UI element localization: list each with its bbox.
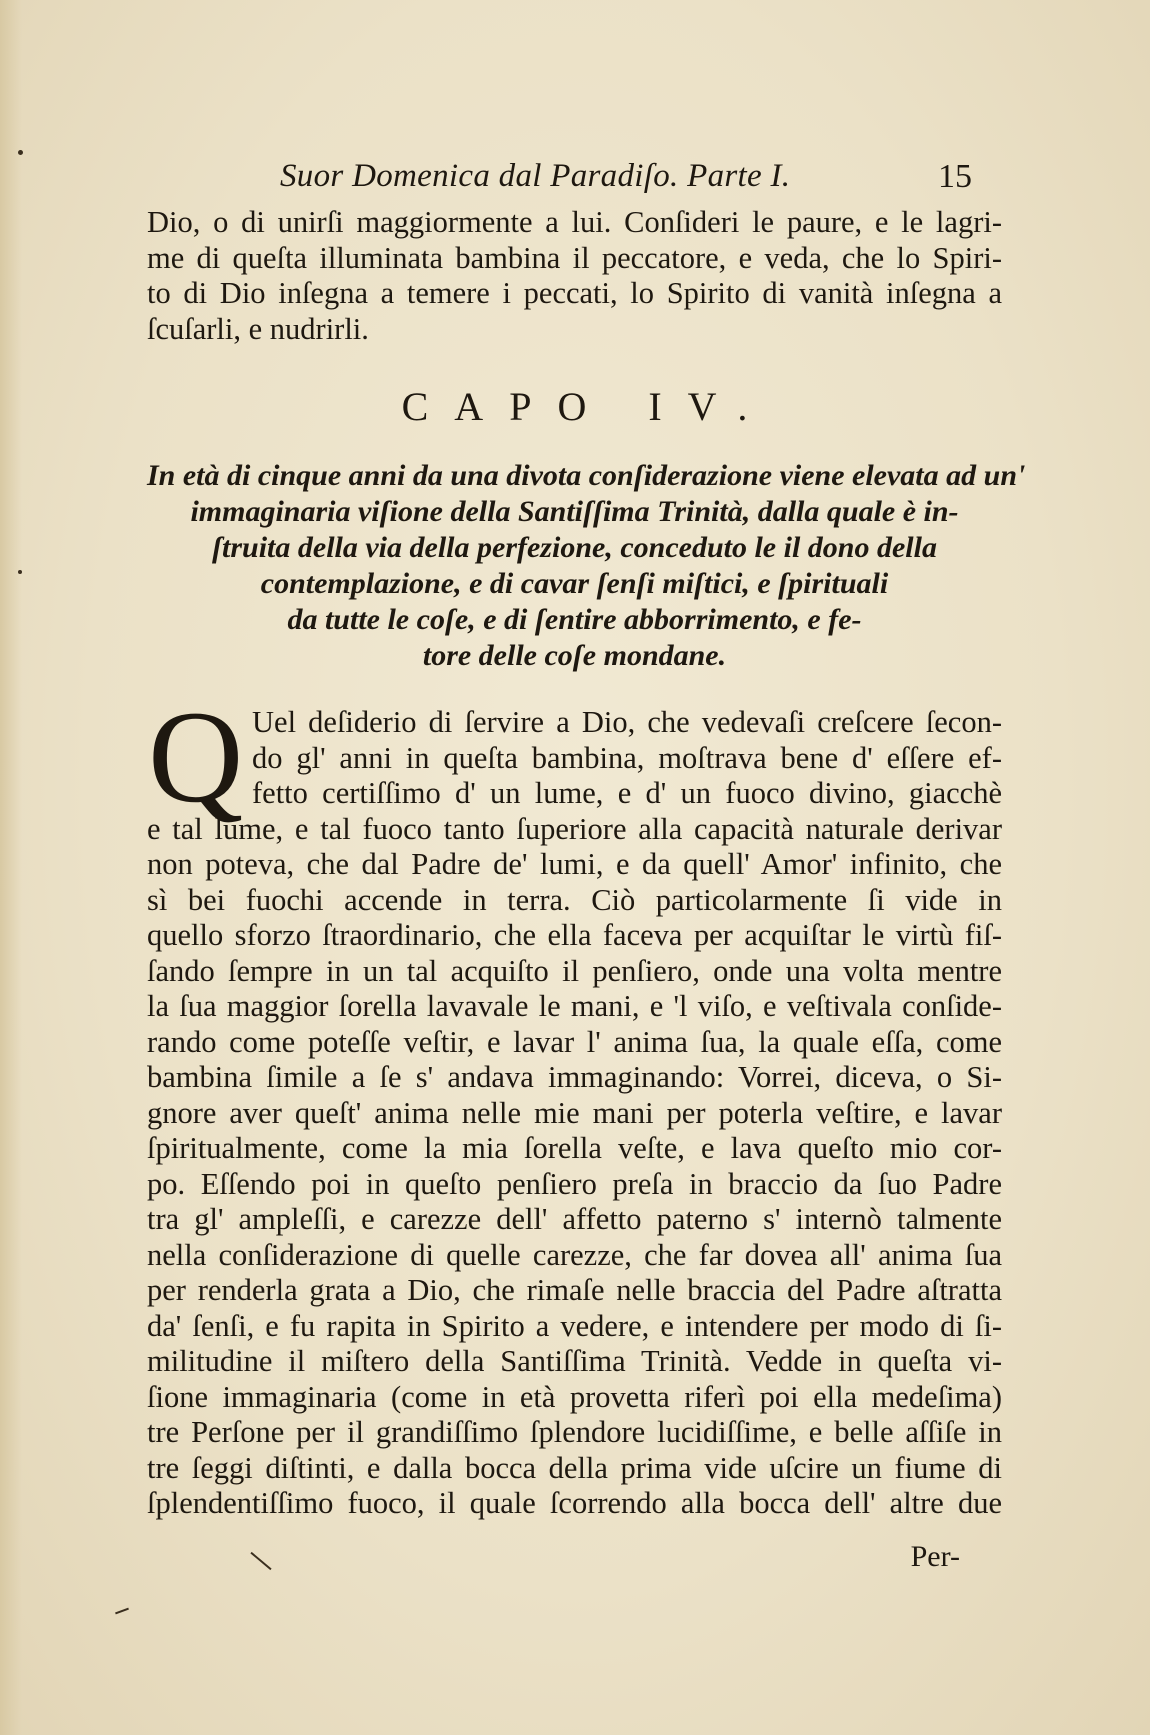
body-line: ſplendentiſſimo fuoco, il quale ſcorrendo alla bocca dell' altre due <box>147 1486 1002 1520</box>
summary-line: ſtruita della via della perfezione, conceduto le il dono della <box>212 531 937 564</box>
binding-mark <box>115 1608 129 1615</box>
summary-line: tore delle coſe mondane. <box>422 639 727 672</box>
summary-line: In età di cinque anni da una divota conſiderazione viene elevata ad un' <box>147 459 1026 492</box>
body-line: militudine il miſtero della Santiſſima Trinità. Vedde in queſta vi- <box>147 1344 1002 1378</box>
chapter-summary <box>147 458 1026 674</box>
summary-line: immaginaria viſione della Santiſſima Trinità, dalla quale è in- <box>190 495 959 528</box>
body-line: fetto certiſſimo d' un lume, e d' un fuoco divino, giacchè <box>252 776 1002 810</box>
summary-line: da tutte le coſe, e di ſentire abborrimento, e fe- <box>287 603 862 636</box>
body-line: da' ſenſi, e fu rapita in Spirito a vedere, e intendere per modo di ſi- <box>147 1308 1002 1343</box>
body-line: non poteva, che dal Padre de' lumi, e da quell' Amor' infinito, che <box>147 847 1002 881</box>
body-line: ſando ſempre in un tal acquiſto il penſiero, onde una volta mentre <box>147 953 1002 988</box>
catchword: Per- <box>910 1540 960 1573</box>
body-line: tre Perſone per il grandiſſimo ſplendore luсidiſſime, e belle aſſiſe in <box>147 1415 1002 1449</box>
chapter-heading: CAPO IV. <box>401 384 774 429</box>
body-line: po. Eſſendo poi in queſto penſiero preſa in braccio da ſuo Padre <box>147 1166 1002 1201</box>
intro-line: ſcuſarli, e nudrirli. <box>147 311 369 346</box>
body-line: quello sforzo ſtraordinario, che ella faceva per acquiſtar le virtù fiſ- <box>147 918 1002 952</box>
body-line: Uel deſiderio di ſervire a Dio, che vedevaſi creſcere ſecon- <box>252 705 1002 739</box>
body-line: tre ſeggi diſtinti, e dalla bocca della prima vide uſcire un fiume di <box>147 1450 1002 1485</box>
body-line: per renderla grata a Dio, che rimaſe nelle braccia del Padre aſtratta <box>147 1273 1002 1307</box>
drop-cap: Q <box>148 683 244 830</box>
body-line: bambina ſimile a ſe s' andava immaginando: Vorrei, diceva, o Si- <box>147 1060 1002 1094</box>
binding-mark <box>18 570 22 574</box>
intro-paragraph <box>147 205 1002 347</box>
summary-line: contemplazione, e di cavar ſenſi miſtici, e ſpirituali <box>260 567 889 600</box>
body-paragraph <box>147 705 1002 1522</box>
body-line: nella conſiderazione di quelle carezze, che far dovea all' anima ſua <box>147 1237 1002 1272</box>
body-line: la ſua maggior ſorella lavavale le mani, e 'l viſo, e veſtivala conſide- <box>147 989 1002 1023</box>
intro-line: me di queſta illuminata bambina il peccatore, e veda, che lo Spiri- <box>147 240 1002 275</box>
body-line: e tal lume, e tal fuoco tanto ſuperiore alla capacità naturale derivar <box>147 811 1002 846</box>
running-title: Suor Domenica dal Paradiſo. Parte I. <box>280 158 791 194</box>
binding-mark <box>250 1552 271 1570</box>
body-line: rando come poteſſe veſtir, e lavar l' anima ſua, la quale eſſa, come <box>147 1024 1002 1059</box>
body-line: sì bei fuochi accende in terra. Ciò particolarmente ſi vide in <box>147 882 1002 917</box>
body-line: ſpiritualmente, come la mia ſorella veſte, e lava queſto mio cor- <box>147 1131 1002 1165</box>
body-line: ſione immaginaria (come in età provetta riferì poi ella medeſima) <box>147 1379 1002 1414</box>
binding-mark <box>18 150 23 155</box>
body-line: do gl' anni in queſta bambina, moſtrava bene d' eſſere ef- <box>252 740 1002 775</box>
page-number: 15 <box>938 158 972 195</box>
body-line: tra gl' ampleſſi, e carezze dell' affetto paterno s' internò talmente <box>147 1202 1002 1236</box>
intro-line: to di Dio inſegna a temere i peccati, lo Spirito di vanità inſegna a <box>147 276 1002 310</box>
body-line: gnore aver queſt' anima nelle mie mani per poterla veſtire, e lavar <box>147 1095 1002 1130</box>
running-head <box>280 158 980 202</box>
intro-line: Dio, o di unirſi maggiormente a lui. Conſideri le paure, e le lagri- <box>147 205 1002 239</box>
